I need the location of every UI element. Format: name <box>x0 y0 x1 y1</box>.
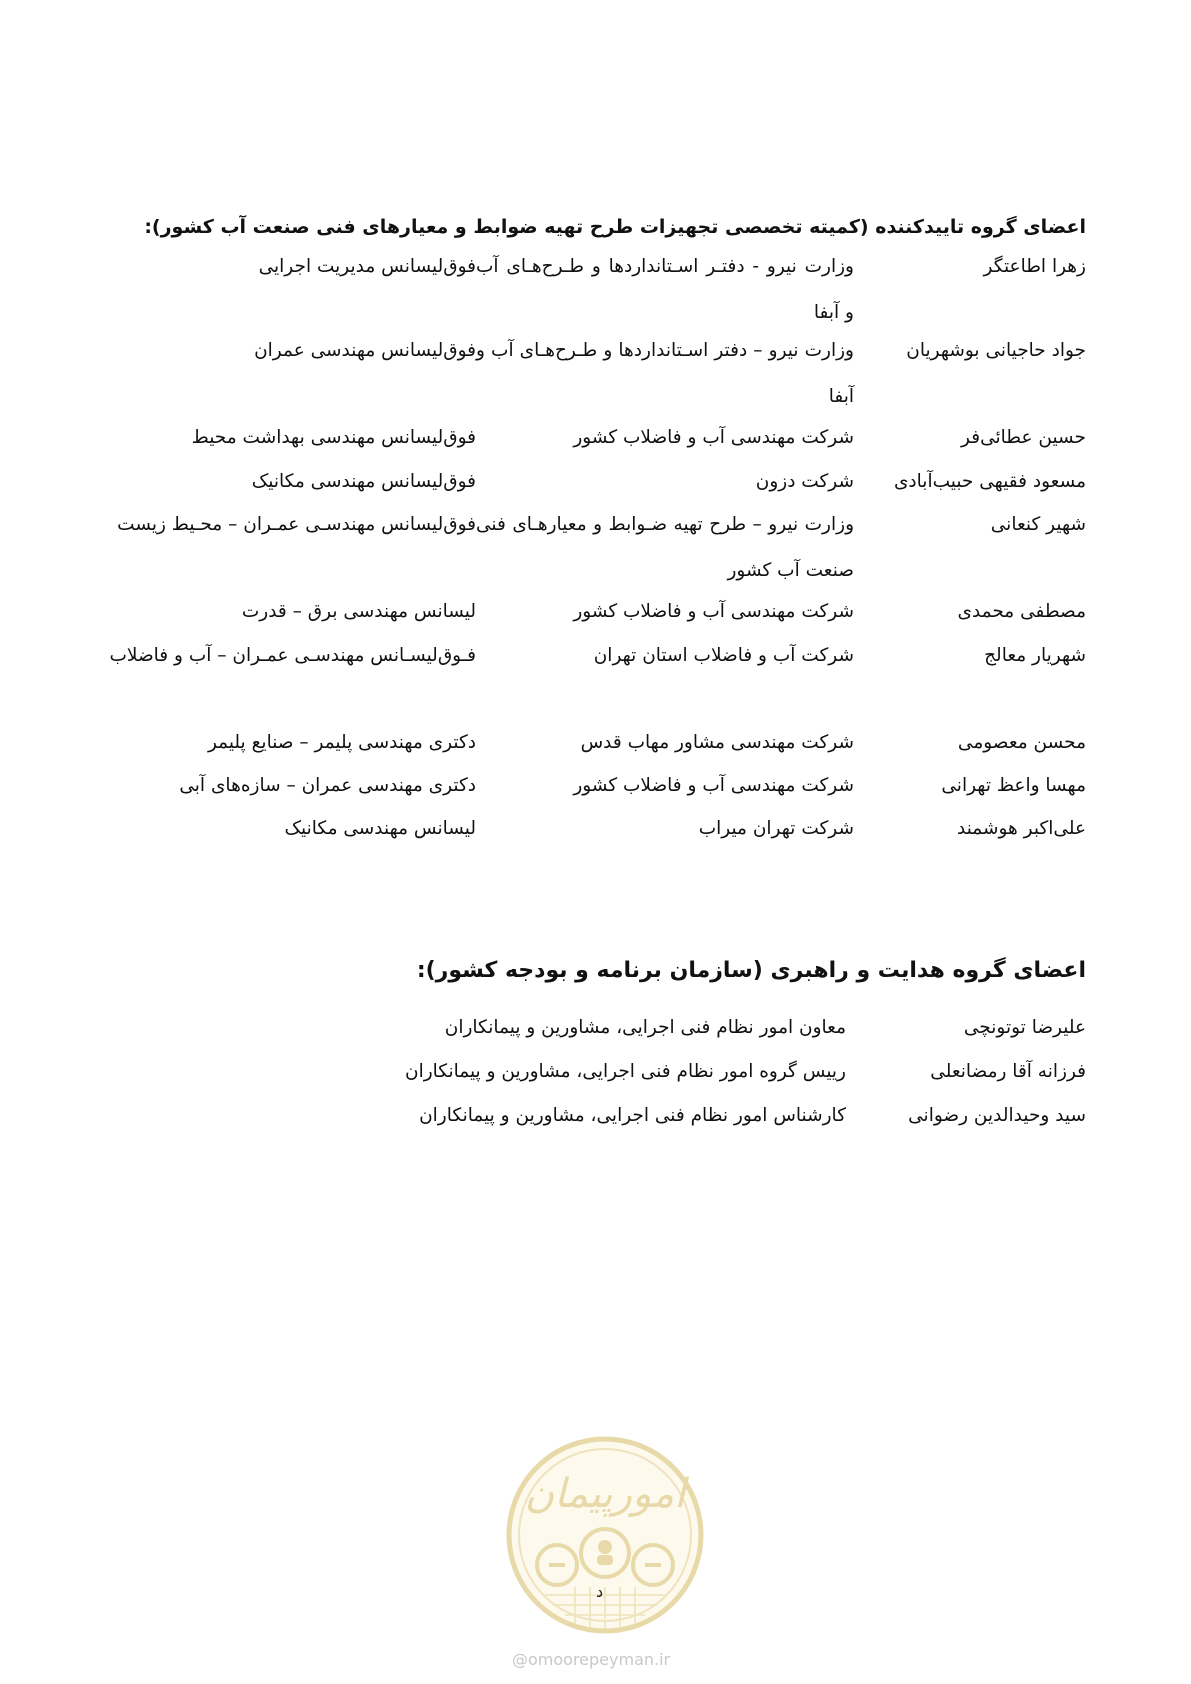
member-name: شهریار معالج <box>984 645 1086 666</box>
member-row <box>101 589 1086 635</box>
member-degree: لیسانس مهندسی مکانیک <box>284 818 476 839</box>
member-name: زهرا اطاعتگر <box>983 256 1086 277</box>
steering-member-row <box>101 1093 1086 1139</box>
member-org: شرکت مهندسی مشاور مهاب قدس <box>580 732 854 753</box>
steering-member-role: کارشناس امور نظام فنی اجرایی، مشاورین و پیمانکاران <box>419 1105 846 1126</box>
member-org: شرکت مهندسی آب و فاضلاب کشور <box>573 601 854 622</box>
member-name: مصطفی محمدی <box>957 601 1086 622</box>
member-degree: فوق‌لیسانس مهندسـی عمـران – محـیط زیست <box>117 514 476 535</box>
member-row <box>101 806 1086 852</box>
member-name: محسن معصومی <box>957 732 1086 753</box>
member-org: شرکت دزون <box>755 471 854 492</box>
svg-text:امورپیمان: امورپیمان <box>524 1471 686 1517</box>
steering-member-role: معاون امور نظام فنی اجرایی، مشاورین و پیمانکاران <box>444 1017 846 1038</box>
member-name: شهیر کنعانی <box>990 514 1086 535</box>
member-row <box>101 763 1086 809</box>
member-org: وزارت نیرو – طرح تهیه ضـوابط و معیارهـای فنی صنعت آب کشور <box>476 514 854 581</box>
member-degree: فوق‌لیسانس مدیریت اجرایی <box>258 256 476 277</box>
member-name: مسعود فقیهی حبیب‌آبادی <box>893 471 1086 492</box>
member-degree: فوق‌لیسانس مهندسی بهداشت محیط <box>191 427 476 448</box>
member-degree: دکتری مهندسی پلیمر – صنایع پلیمر <box>207 732 476 753</box>
member-org: شرکت مهندسی آب و فاضلاب کشور <box>573 775 854 796</box>
member-row <box>101 633 1086 725</box>
member-name: جواد حاجیانی بوشهریان <box>906 340 1086 361</box>
member-name: حسین عطائی‌فر <box>961 427 1086 448</box>
steering-member-name: علیرضا توتونچی <box>963 1017 1086 1038</box>
member-row <box>101 459 1086 505</box>
steering-member-name: سید وحیدالدین رضوانی <box>908 1105 1086 1126</box>
member-degree: لیسانس مهندسی برق – قدرت <box>241 601 476 622</box>
member-degree: دکتری مهندسی عمران – سازه‌های آبی <box>179 775 476 796</box>
approval-group-heading: اعضای گروه تاییدکننده (کمیته تخصصی تجهیزات طرح تهیه ضوابط و معیارهای فنی صنعت آب کشور): <box>144 216 1086 238</box>
member-degree: فوق‌لیسانس مهندسی مکانیک <box>251 471 476 492</box>
member-row <box>101 415 1086 461</box>
member-degree: فـوق‌لیسـانس مهندسـی عمـران – آب و فاضلاب <box>109 645 476 666</box>
member-org: شرکت مهندسی آب و فاضلاب کشور <box>573 427 854 448</box>
page-number: د <box>596 1582 604 1601</box>
member-org: شرکت تهران میراب <box>698 818 854 839</box>
steering-member-name: فرزانه آقا رمضانعلی <box>930 1061 1086 1082</box>
member-org: وزارت نیرو - دفتـر اسـتانداردها و طـرح‌هـای آب و آبفا <box>476 256 854 323</box>
watermark-text: @omoorepeyman.ir <box>512 1650 671 1669</box>
member-row <box>101 328 1086 420</box>
member-name: علی‌اکبر هوشمند <box>956 818 1086 839</box>
steering-member-row <box>101 1049 1086 1095</box>
member-row <box>101 502 1086 594</box>
member-row <box>101 244 1086 336</box>
steering-group-heading: اعضای گروه هدایت و راهبری (سازمان برنامه و بودجه کشور): <box>416 958 1086 983</box>
steering-member-role: رییس گروه امور نظام فنی اجرایی، مشاورین و پیمانکاران <box>404 1061 846 1082</box>
member-org: وزارت نیرو – دفتر اسـتانداردها و طـرح‌هـای آب و آبفا <box>476 340 854 407</box>
steering-member-row <box>101 1005 1086 1051</box>
member-name: مهسا واعظ تهرانی <box>941 775 1086 796</box>
member-degree: فوق‌لیسانس مهندسی عمران <box>254 340 476 361</box>
seal-logo <box>505 1435 705 1635</box>
member-row <box>101 720 1086 766</box>
member-org: شرکت آب و فاضلاب استان تهران <box>593 645 854 666</box>
